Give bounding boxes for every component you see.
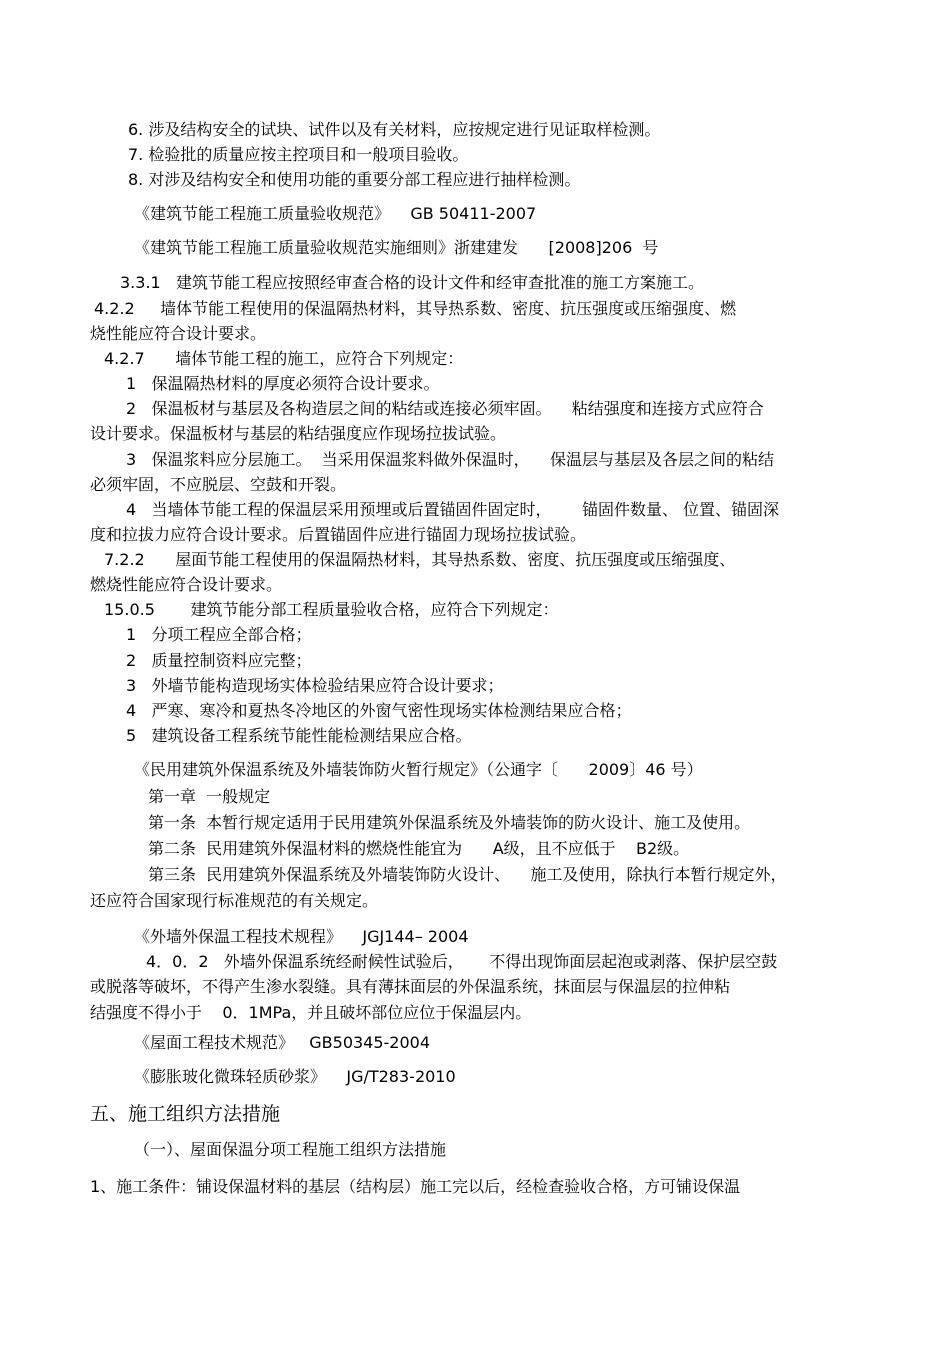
standard-citation: 《民用建筑外保温系统及外墙装饰防火暂行规定》（公通字〔 2009〕46 号） [134, 760, 703, 779]
text-line: 8. 对涉及结构安全和使用功能的重要分部工程应进行抽样检测。 [128, 170, 581, 189]
clause-line: 15.0.5 建筑节能分部工程质量验收合格，应符合下列规定： [104, 600, 559, 619]
text-line: 还应符合国家现行标准规范的有关规定。 [90, 891, 379, 910]
standard-citation: 《屋面工程技术规范》 GB50345-2004 [134, 1033, 431, 1052]
list-item: 2 质量控制资料应完整； [126, 651, 312, 670]
text-line: 1、施工条件：铺设保温材料的基层（结构层）施工完以后，经检查验收合格，方可铺设保温 [90, 1177, 741, 1196]
article-line: 第三条 民用建筑外保温系统及外墙装饰防火设计、 施工及使用，除执行本暂行规定外， [148, 865, 787, 884]
article-line: 第二条 民用建筑外保温材料的燃烧性能宜为 A级，且不应低于 B2级。 [148, 839, 690, 858]
text-line: 烧性能应符合设计要求。 [90, 324, 267, 343]
list-item: 5 建筑设备工程系统节能性能检测结果应合格。 [126, 726, 472, 745]
clause-line: 3.3.1 建筑节能工程应按照经审查合格的设计文件和经审查批准的施工方案施工。 [120, 273, 704, 292]
list-item: 3 保温浆料应分层施工。 当采用保温浆料做外保温时， 保温层与基层及各层之间的粘结 [126, 450, 774, 469]
standard-citation: 《外墙外保温工程技术规程》 JGJ144– 2004 [134, 927, 469, 946]
list-item: 1 保温隔热材料的厚度必须符合设计要求。 [126, 374, 440, 393]
list-item: 3 外墙节能构造现场实体检验结果应符合设计要求； [126, 676, 504, 695]
list-item: 4 严寒、寒冷和夏热冬冷地区的外窗气密性现场实体检测结果应合格； [126, 701, 632, 720]
text-line: 必须牢固，不应脱层、空鼓和开裂。 [90, 475, 347, 494]
list-item: 2 保温板材与基层及各构造层之间的粘结或连接必须牢固。 粘结强度和连接方式应符合 [126, 399, 764, 418]
text-line: 设计要求。保温板材与基层的粘结强度应作现场拉拔试验。 [90, 424, 507, 443]
article-line: 第一条 本暂行规定适用于民用建筑外保温系统及外墙装饰的防火设计、施工及使用。 [148, 813, 751, 832]
clause-line: 4.2.2 墙体节能工程使用的保温隔热材料，其导热系数、密度、抗压强度或压缩强度、燃 [94, 299, 737, 318]
chapter-heading: 第一章 一般规定 [148, 787, 271, 806]
section-heading: 五、施工组织方法措施 [90, 1103, 281, 1125]
standard-citation: 《膨胀玻化微珠轻质砂浆》 JG/T283-2010 [134, 1067, 456, 1086]
standard-citation: 《建筑节能工程施工质量验收规范》 GB 50411-2007 [134, 204, 537, 223]
text-line: 或脱落等破坏，不得产生渗水裂缝。具有薄抹面层的外保温系统，抹面层与保温层的拉伸粘 [90, 977, 731, 996]
list-item: 4 当墙体节能工程的保温层采用预埋或后置锚固件固定时， 锚固件数量、 位置、锚固深 [126, 500, 780, 519]
clause-line: 7.2.2 屋面节能工程使用的保温隔热材料，其导热系数、密度、抗压强度或压缩强度、 [104, 550, 736, 569]
text-line: 6. 涉及结构安全的试块、试件以及有关材料，应按规定进行见证取样检测。 [128, 120, 661, 139]
standard-citation: 《建筑节能工程施工质量验收规范实施细则》浙建建发 [2008]206 号 [134, 238, 659, 257]
clause-line: 4.2.7 墙体节能工程的施工，应符合下列规定： [104, 349, 464, 368]
clause-line: 4．0．2 外墙外保温系统经耐候性试验后， 不得出现饰面层起泡或剥落、保护层空鼓 [146, 952, 778, 971]
subsection-heading: （一）、屋面保温分项工程施工组织方法措施 [134, 1140, 447, 1159]
text-line: 结强度不得小于 0．1MPa，并且破坏部位应位于保温层内。 [90, 1003, 532, 1022]
text-line: 燃烧性能应符合设计要求。 [90, 575, 283, 594]
text-line: 7. 检验批的质量应按主控项目和一般项目验收。 [128, 145, 469, 164]
list-item: 1 分项工程应全部合格； [126, 625, 312, 644]
text-line: 度和拉拔力应符合设计要求。后置锚固件应进行锚固力现场拉拔试验。 [90, 525, 587, 544]
